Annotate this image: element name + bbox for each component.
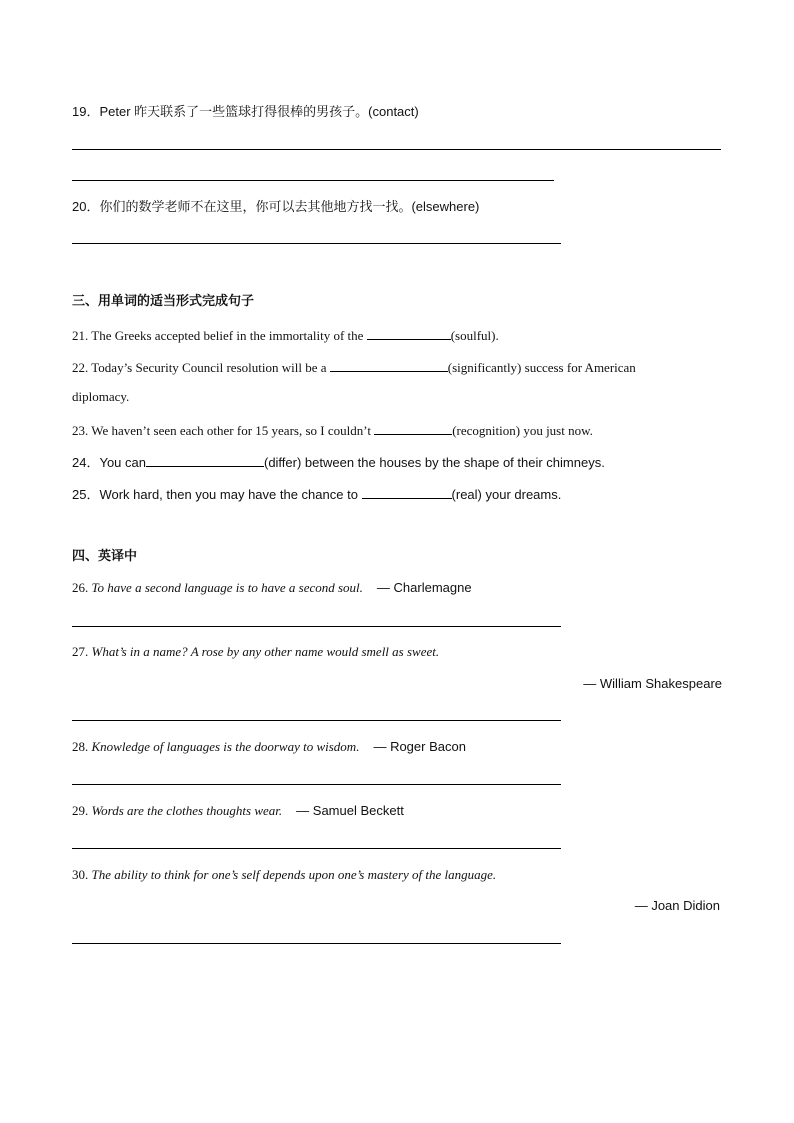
question-29 xyxy=(72,803,404,819)
answer-line-27[interactable] xyxy=(72,720,561,721)
question-30-author: — Joan Didion xyxy=(634,898,720,913)
question-20 xyxy=(72,199,479,215)
question-25-before: 25．Work hard, then you may have the chance to xyxy=(72,487,362,502)
question-27 xyxy=(72,644,439,660)
question-26-quote: To have a second language is to have a second soul. xyxy=(91,580,363,595)
question-19-text: Peter 昨天联系了一些篮球打得很棒的男孩子。(contact) xyxy=(99,104,419,119)
question-28 xyxy=(72,739,466,755)
answer-line-29[interactable] xyxy=(72,848,561,849)
blank-24[interactable] xyxy=(146,453,264,467)
question-25-after: (real) your dreams. xyxy=(451,487,562,502)
section-4-title: 四、英译中 xyxy=(72,548,138,563)
question-19 xyxy=(72,104,419,120)
question-27-number: 27. xyxy=(72,644,92,659)
question-24-before: 24．You can xyxy=(72,455,146,470)
answer-line-19a[interactable] xyxy=(72,149,721,150)
answer-line-19b[interactable] xyxy=(72,180,554,181)
question-28-author: — Roger Bacon xyxy=(373,739,466,754)
question-25 xyxy=(72,485,561,503)
question-21-before: 21. The Greeks accepted belief in the immortality of the xyxy=(72,328,367,343)
question-26 xyxy=(72,580,472,596)
blank-23[interactable] xyxy=(374,421,452,435)
question-29-author: — Samuel Beckett xyxy=(296,803,404,818)
question-30-quote: The ability to think for one’s self depends upon one’s mastery of the language. xyxy=(91,867,497,882)
blank-22[interactable] xyxy=(330,358,448,372)
question-29-number: 29. xyxy=(72,803,92,818)
answer-line-30[interactable] xyxy=(72,943,561,944)
question-20-text: 你们的数学老师不在这里，你可以去其他地方找一找。(elsewhere) xyxy=(99,199,480,214)
question-30-number: 30. xyxy=(72,867,92,882)
answer-line-28[interactable] xyxy=(72,784,561,785)
question-21 xyxy=(72,326,499,344)
question-26-author: — Charlemagne xyxy=(376,580,472,595)
question-22-before: 22. Today’s Security Council resolution will be a xyxy=(72,360,330,375)
blank-21[interactable] xyxy=(367,326,451,340)
question-23 xyxy=(72,421,593,439)
question-28-number: 28. xyxy=(72,739,92,754)
question-21-after: (soulful). xyxy=(450,328,499,343)
question-19-number: 19． xyxy=(72,104,100,119)
question-27-author: — William Shakespeare xyxy=(583,676,722,691)
question-22 xyxy=(72,358,636,376)
question-24 xyxy=(72,453,605,471)
question-27-quote: What’s in a name? A rose by any other name would smell as sweet. xyxy=(91,644,440,659)
question-29-quote: Words are the clothes thoughts wear. xyxy=(91,803,283,818)
question-24-after: (differ) between the houses by the shape of their chimneys. xyxy=(263,455,605,470)
question-22-after: (significantly) success for American xyxy=(447,360,636,375)
question-22-continuation: diplomacy. xyxy=(72,389,130,404)
blank-25[interactable] xyxy=(362,485,452,499)
question-26-number: 26. xyxy=(72,580,92,595)
answer-line-26[interactable] xyxy=(72,626,561,627)
question-20-number: 20． xyxy=(72,199,100,214)
question-23-before: 23. We haven’t seen each other for 15 years, so I couldn’t xyxy=(72,423,375,438)
question-30 xyxy=(72,867,496,883)
section-3-title: 三、用单词的适当形式完成句子 xyxy=(72,293,255,308)
question-23-after: (recognition) you just now. xyxy=(452,423,593,438)
answer-line-20[interactable] xyxy=(72,243,561,244)
question-28-quote: Knowledge of languages is the doorway to wisdom. xyxy=(91,739,360,754)
